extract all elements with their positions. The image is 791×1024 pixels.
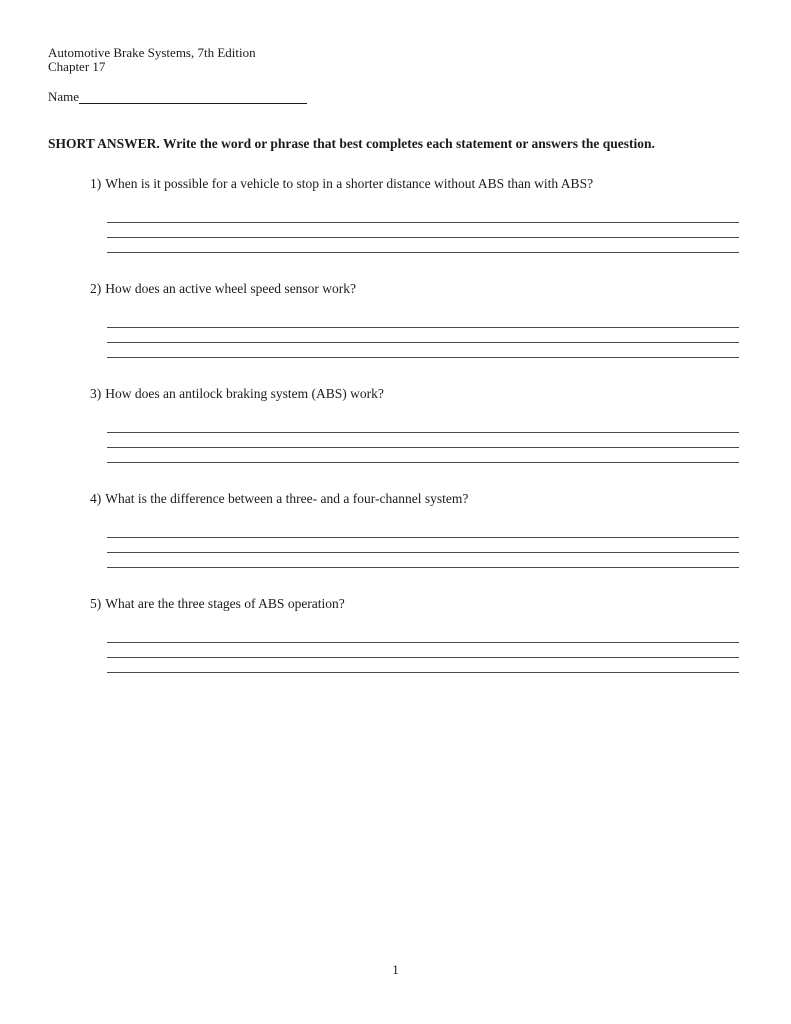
answer-line: [107, 343, 739, 358]
answer-lines: [107, 206, 739, 253]
question-label: How does an active wheel speed sensor work?: [105, 281, 357, 296]
question-block-3: [90, 385, 741, 463]
answer-line: [107, 433, 739, 448]
answer-line: [107, 538, 739, 553]
question-block-5: [90, 595, 741, 673]
answer-line: [107, 206, 739, 223]
question-text: [90, 595, 741, 612]
answer-lines: [107, 311, 739, 358]
chapter-heading: Chapter 17: [48, 59, 106, 74]
answer-line: [107, 223, 739, 238]
section-instruction: SHORT ANSWER. Write the word or phrase that best completes each statement or answers the question.: [48, 136, 655, 151]
page-number: 1: [392, 962, 399, 977]
answer-line: [107, 238, 739, 253]
answer-lines: [107, 521, 739, 568]
question-number: 3): [90, 386, 102, 401]
answer-lines: [107, 626, 739, 673]
name-row: [48, 89, 741, 104]
question-text: [90, 280, 741, 297]
question-text: [90, 175, 741, 192]
answer-line: [107, 658, 739, 673]
question-block-4: [90, 490, 741, 568]
question-text: [90, 385, 741, 402]
question-block-2: [90, 280, 741, 358]
question-number: 4): [90, 491, 102, 506]
question-text: [90, 490, 741, 507]
document-title: Automotive Brake Systems, 7th Edition: [48, 45, 256, 60]
answer-line: [107, 328, 739, 343]
question-label: What are the three stages of ABS operation?: [105, 596, 345, 611]
document-header: [48, 46, 741, 74]
answer-line: [107, 553, 739, 568]
answer-line: [107, 416, 739, 433]
name-label: Name: [48, 89, 80, 104]
question-label: How does an antilock braking system (ABS) work?: [105, 386, 384, 401]
question-label: When is it possible for a vehicle to stop in a shorter distance without ABS than with ABS?: [105, 176, 594, 191]
answer-line: [107, 521, 739, 538]
answer-line: [107, 643, 739, 658]
answer-line: [107, 311, 739, 328]
question-label: What is the difference between a three- and a four-channel system?: [105, 491, 469, 506]
question-number: 5): [90, 596, 102, 611]
answer-line: [107, 448, 739, 463]
answer-line: [107, 626, 739, 643]
question-number: 1): [90, 176, 102, 191]
name-blank-line: [79, 90, 307, 104]
question-number: 2): [90, 281, 102, 296]
answer-lines: [107, 416, 739, 463]
question-block-1: [90, 175, 741, 253]
